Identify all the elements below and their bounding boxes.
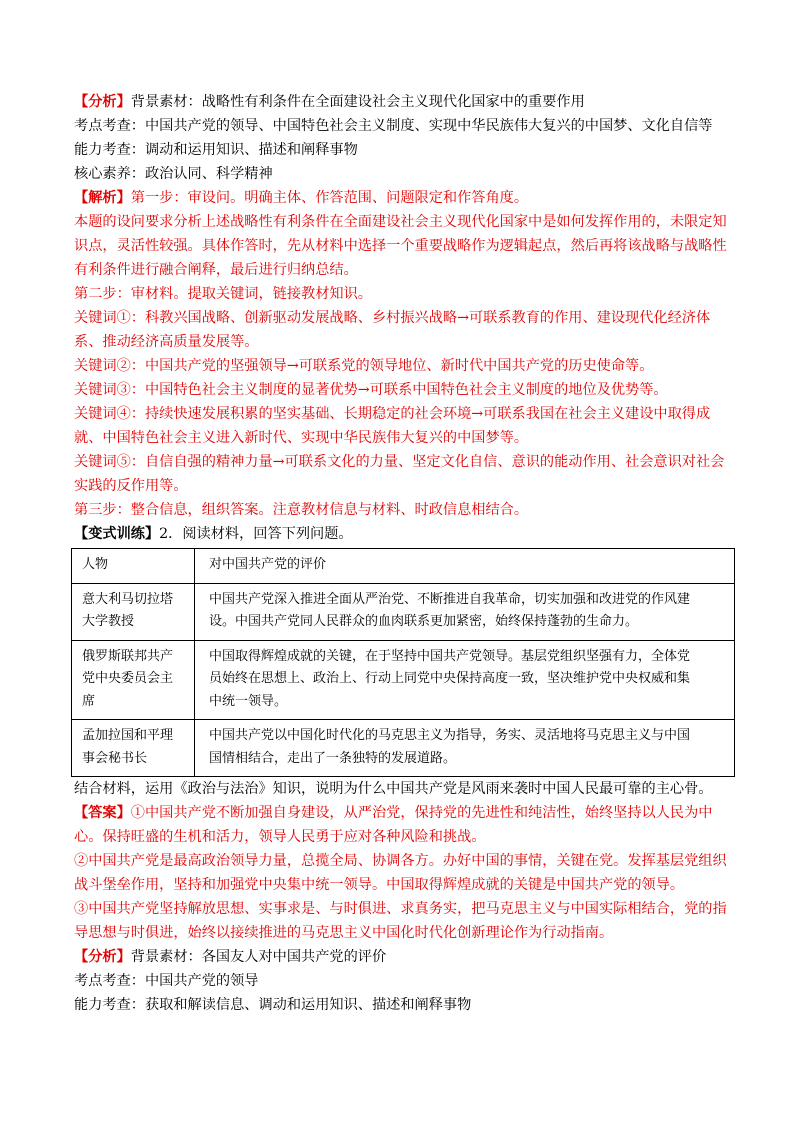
comment-line: 国情相结合，走出了一条独特的发展道路。 bbox=[209, 750, 457, 766]
step3-line: 第三步：整合信息，组织答案。注意教材信息与材料、时政信息相结合。 bbox=[74, 502, 529, 518]
jiexi-para-line: 识点，灵活性较强。具体作答时，先从材料中选择一个重要战略作为逻辑起点，然后再将该战略与战略性 bbox=[74, 238, 727, 254]
kaodian-line: 考点考查：中国共产党的领导、中国特色社会主义制度、实现中华民族伟大复兴的中国梦、文化自信等 bbox=[74, 118, 713, 134]
kaodian2-line: 考点考查：中国共产党的领导 bbox=[74, 973, 259, 989]
answer-line bbox=[74, 801, 734, 825]
analysis2-text: 背景素材：各国友人对中国共产党的评价 bbox=[130, 949, 387, 965]
jiexi-para-line: 本题的设问要求分析上述战略性有利条件在全面建设社会主义现代化国家中是如何发挥作用的，未限定知 bbox=[74, 214, 727, 230]
hexin-line: 核心素养：政治认同、科学精神 bbox=[74, 166, 273, 182]
comment-cell bbox=[195, 583, 735, 640]
analysis2-line bbox=[74, 945, 734, 969]
analysis-line bbox=[74, 90, 734, 114]
evaluation-table bbox=[71, 548, 735, 777]
table-row bbox=[72, 720, 735, 777]
keyword1-line: 关键词①：科教兴国战略、创新驱动发展战略、乡村振兴战略→可联系教育的作用、建设现代化经济体 bbox=[74, 310, 711, 326]
table-header-cell: 对中国共产党的评价 bbox=[195, 549, 735, 584]
person-cell bbox=[72, 640, 195, 720]
comment-line: 中国共产党以中国化时代化的马克思主义为指导，务实、灵活地将马克思主义与中国 bbox=[209, 728, 691, 743]
person-line: 党中央委员会主 bbox=[82, 671, 174, 686]
keyword2-line: 关键词②：中国共产党的坚强领导→可联系党的领导地位、新时代中国共产党的历史使命等。 bbox=[74, 358, 654, 374]
answer-line: ②中国共产党是最高政治领导力量，总揽全局、协调各方。办好中国的事情，关键在党。发挥基层党组织 bbox=[74, 853, 727, 869]
keyword1-line: 系、推动经济高质量发展等。 bbox=[74, 334, 259, 350]
table-header-row bbox=[72, 549, 735, 584]
jiexi-tag: 【解析】 bbox=[74, 190, 131, 206]
jiexi-step1: 第一步：审设问。明确主体、作答范围、问题限定和作答角度。 bbox=[130, 190, 529, 206]
comment-cell bbox=[195, 640, 735, 720]
person-line: 大学教授 bbox=[82, 614, 135, 629]
person-line: 事会秘书长 bbox=[82, 750, 148, 766]
document-page bbox=[74, 90, 734, 1017]
table-row bbox=[72, 583, 735, 640]
person-cell bbox=[72, 583, 195, 640]
comment-line: 中统一领导。 bbox=[209, 693, 288, 709]
keyword5-line: 关键词⑤：自信自强的精神力量→可联系文化的力量、坚定文化自信、意识的能动作用、社会意识对社会 bbox=[74, 454, 725, 470]
comment-line: 员始终在思想上、政治上、行动上同党中央保持高度一致，坚决维护党中央权威和集 bbox=[209, 671, 691, 686]
keyword3-line: 关键词③：中国特色社会主义制度的显著优势→可联系中国特色社会主义制度的地位及优势等。 bbox=[74, 382, 668, 398]
comment-line: 设。中国共产党同人民群众的血肉联系更加紧密，始终保持蓬勃的生命力。 bbox=[209, 614, 639, 629]
comment-cell bbox=[195, 720, 735, 777]
exercise-tag: 【变式训练】 bbox=[74, 526, 160, 542]
table-header-cell: 人物 bbox=[72, 549, 195, 584]
person-line: 孟加拉国和平理 bbox=[82, 728, 174, 743]
answer-text: ①中国共产党不断加强自身建设，从严治党，保持党的先进性和纯洁性，始终坚持以人民为中 bbox=[130, 805, 713, 821]
answer-line: 战斗堡垒作用，坚持和加强党中央集中统一领导。中国取得辉煌成就的关键是中国共产党的领导。 bbox=[74, 877, 685, 893]
jiexi-line bbox=[74, 186, 734, 210]
person-line: 意大利马切拉塔 bbox=[82, 591, 174, 607]
nengli2-line: 能力考查：获取和解读信息、调动和运用知识、描述和阐释事物 bbox=[74, 997, 472, 1013]
keyword4-line: 就、中国特色社会主义进入新时代、实现中华民族伟大复兴的中国梦等。 bbox=[74, 430, 529, 446]
jiexi-para-line: 有利条件进行融合阐释，最后进行归纳总结。 bbox=[74, 262, 358, 278]
comment-line: 中国共产党深入推进全面从严治党、不断推进自我革命，切实加强和改进党的作风建 bbox=[209, 591, 691, 607]
table-row bbox=[72, 640, 735, 720]
exercise-question: 2．阅读材料，回答下列问题。 bbox=[159, 526, 353, 542]
analysis2-tag: 【分析】 bbox=[74, 949, 131, 965]
keyword4-line: 关键词④：持续快速发展积累的坚实基础、长期稳定的社会环境→可联系我国在社会主义建设中取得成 bbox=[74, 406, 711, 422]
keyword5-line: 实践的反作用等。 bbox=[74, 478, 188, 494]
person-cell bbox=[72, 720, 195, 777]
analysis-text: 背景素材：战略性有利条件在全面建设社会主义现代化国家中的重要作用 bbox=[130, 94, 585, 110]
answer-line: 导思想与时俱进，始终以接续推进的马克思主义中国化时代化创新理论作为行动指南。 bbox=[74, 925, 614, 941]
analysis-tag: 【分析】 bbox=[74, 94, 131, 110]
prompt-line: 结合材料，运用《政治与法治》知识，说明为什么中国共产党是风雨来袭时中国人民最可靠的主心骨。 bbox=[74, 781, 713, 797]
nengli-line: 能力考查：调动和运用知识、描述和阐释事物 bbox=[74, 142, 358, 158]
step2-line: 第二步：审材料。提取关键词，链接教材知识。 bbox=[74, 286, 372, 302]
answer-tag: 【答案】 bbox=[74, 805, 131, 821]
answer-line: ③中国共产党坚持解放思想、实事求是、与时俱进、求真务实，把马克思主义与中国实际相结合，党的指 bbox=[74, 901, 727, 917]
person-line: 席 bbox=[82, 693, 96, 709]
answer-line: 心。保持旺盛的生机和活力，领导人民勇于应对各种风险和挑战。 bbox=[74, 829, 486, 845]
exercise-line bbox=[74, 522, 734, 546]
person-line: 俄罗斯联邦共产 bbox=[82, 648, 174, 664]
comment-line: 中国取得辉煌成就的关键，在于坚持中国共产党领导。基层党组织坚强有力，全体党 bbox=[209, 648, 691, 664]
